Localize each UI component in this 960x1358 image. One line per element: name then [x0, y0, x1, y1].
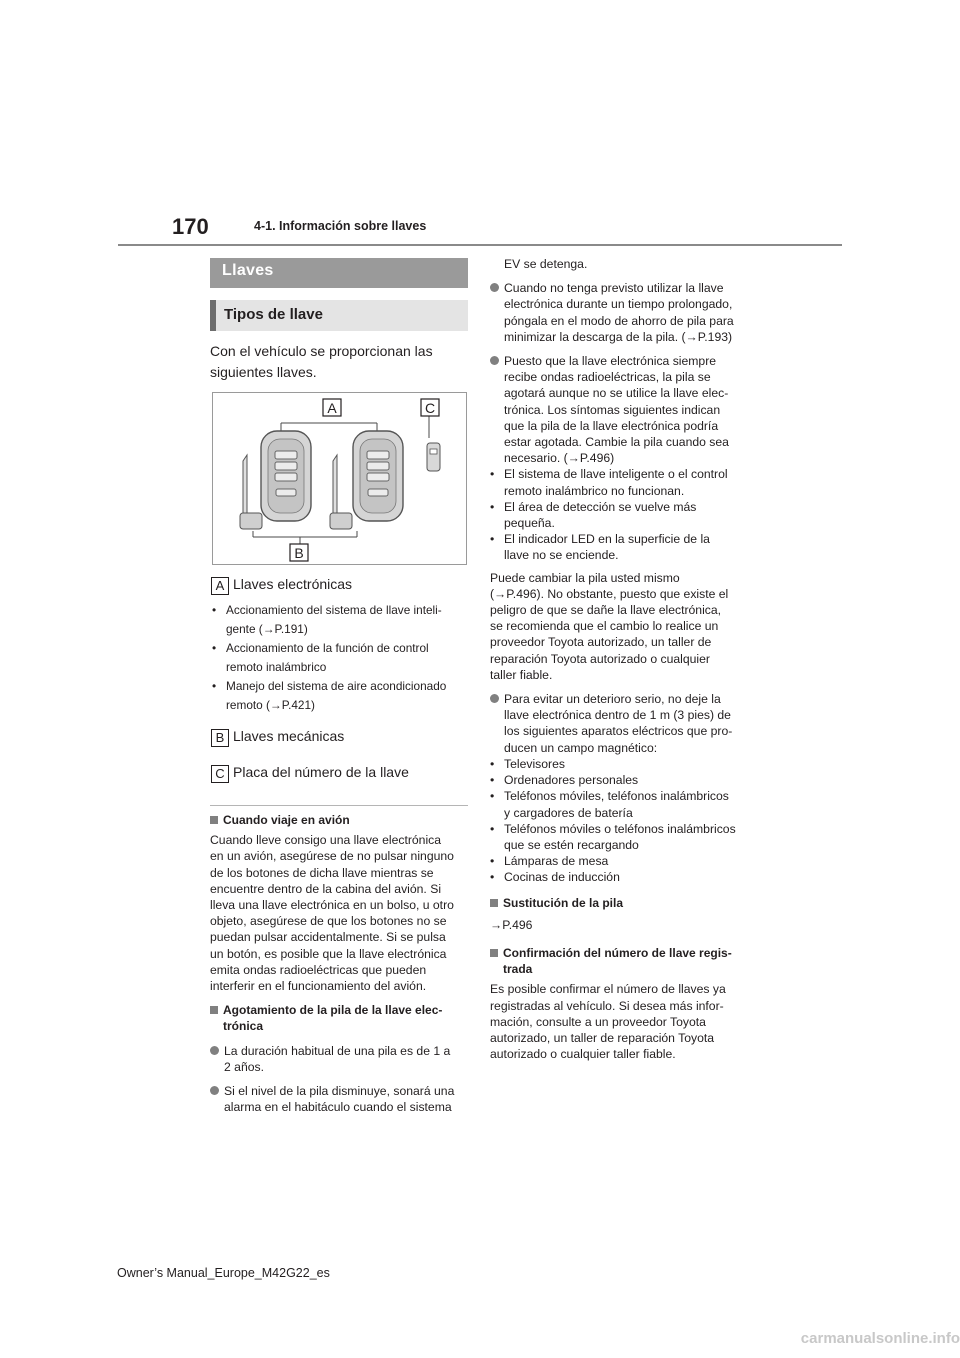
- battery-replace-ref: →P.496: [490, 917, 533, 932]
- intro-text: Con el vehículo se proporcionan las siguientes llaves.: [210, 343, 433, 380]
- watermark: carmanualsonline.info: [800, 1330, 960, 1347]
- legend-b-letter: B: [211, 729, 229, 747]
- mechanical-key-right-icon: [330, 455, 352, 529]
- divider: [210, 805, 468, 806]
- list-item: Accionamiento del sistema de llave inteli-: [226, 603, 442, 617]
- heading-sub-band: [210, 300, 468, 331]
- round-bullet-icon: [490, 356, 499, 365]
- right-column: EV se detenga. Cuando no tenga previsto utilizar la llave electrónica durante un tiempo prolongado, póngala en el modo de ahorro de pila para minimizar la descarga de la pila. (→P.193) Puesto que la llave electrónica siempre recibe ondas radioeléctricas, la pila se agotará aunque no se utilice la llave elec- trónica. Los síntomas siguientes indican que la pila de la llave electrónica podría estar agotada. Cambie la pila cuando sea necesario. (→P.496) • El sistema de llave inteligente o el control remoto inalámbrico no funcionan. • El área de detección se vuelve más pequeña. • El indicador LED en la superficie de la llave no se enciende. Puede cambiar la pila usted mismo (→P.496). No obstante, puesto que existe el peligro de que se dañe la llave electrónica, se recomienda que el cambio lo realice un proveedor Toyota autorizado, un taller de reparación Toyota autorizado o cualquier taller fiable. Para evitar un deterioro serio, no deje la llave electrónica dentro de 1 m (3 pies) de los siguientes aparatos eléctricos que pro- ducen un campo magnético: • Televisores • Ordenadores personales • Teléfonos móviles, teléfonos inalámbricos y cargadores de batería • Teléfonos móviles o teléfonos inalámbricos que se estén recargando • Lámparas de mesa • Cocinas de inducción Sustitución de la pila →P.496 Confirmación del número de llave regis- trada Es posible confirmar el número de llaves ya registradas al vehículo. Si desea más infor- mación, consulte a un proveedor Toyota autorizado, un taller de reparación Toyota autorizado o cualquier taller fiable.: [490, 256, 762, 1062]
- battery-replace-title: Sustitución de la pila: [503, 895, 624, 910]
- electronic-key-right-icon: [353, 431, 403, 521]
- list-item: Manejo del sistema de aire acondicionado: [226, 679, 447, 693]
- legend-a-text: Llaves electrónicas: [233, 576, 353, 592]
- note-plane-body: Cuando lleve consigo una llave electrónica en un avión, asegúrese de no pulsar ninguno de los botones de dicha llave mientras se encuentre dentro de la cabina del avión. Si lleva una llave electrónica en un bolso, u otro objeto, asegúrese de que los botones no se puedan pulsar accidentalmente. Si se pulsa un botón, es posible que la llave electrónica emita ondas radioeléctricas que pueden interferir en el funcionamiento del avión.: [210, 833, 454, 994]
- figure-label-b: B: [294, 545, 304, 561]
- figure-label-a: A: [327, 400, 337, 416]
- list-item: Accionamiento de la función de control: [226, 641, 429, 655]
- figure-label-c: C: [424, 400, 436, 416]
- header-rule: [118, 244, 842, 246]
- confirm-body: Es posible confirmar el número de llaves ya registradas al vehículo. Si desea más infor- mación, consulte a un proveedor Toyota autorizado, un taller de reparación Toyota autorizado o cualquier taller fiable.: [490, 982, 726, 1062]
- confirm-title: Confirmación del número de llave regis-: [503, 945, 732, 960]
- page-number: 170: [172, 214, 209, 239]
- note-battery-title-cont: trónica: [223, 1019, 264, 1034]
- list-item-cont: gente (→P.191): [226, 622, 308, 636]
- keys-figure: [212, 392, 467, 565]
- keys-illustration: [213, 393, 466, 564]
- list-item-cont: remoto inalámbrico: [226, 660, 327, 674]
- key-number-plate-icon: [427, 443, 440, 471]
- square-bullet-icon: [490, 899, 498, 907]
- legend-c-letter: C: [211, 765, 229, 783]
- section-title: 4-1. Información sobre llaves: [254, 219, 427, 233]
- legend-a: [211, 576, 352, 595]
- list-item-cont: remoto (→P.421): [226, 698, 315, 712]
- round-bullet-icon: [210, 1046, 219, 1055]
- legend-a-letter: A: [211, 577, 229, 595]
- round-bullet-icon: [490, 694, 499, 703]
- square-bullet-icon: [210, 816, 218, 824]
- square-bullet-icon: [210, 1006, 218, 1014]
- electronic-key-left-icon: [261, 431, 311, 521]
- heading-sub: Tipos de llave: [224, 306, 323, 323]
- footer-text: Owner’s Manual_Europe_M42G22_es: [117, 1266, 330, 1280]
- round-bullet-icon: [490, 283, 499, 292]
- round-bullet-icon: [210, 1086, 219, 1095]
- square-bullet-icon: [490, 949, 498, 957]
- legend-c: [211, 764, 409, 783]
- legend-b: [211, 728, 344, 747]
- note-plane-title: Cuando viaje en avión: [223, 813, 350, 827]
- note-battery-title: Agotamiento de la pila de la llave elec-: [223, 1003, 443, 1018]
- heading-main-band: [210, 258, 468, 288]
- heading-main: Llaves: [222, 262, 274, 279]
- legend-a-list: • Accionamiento del sistema de llave inteli- gente (→P.191) • Accionamiento de la función de control remoto inalámbrico • Manejo del sistema de aire acondicionado remoto (→P.421): [212, 601, 474, 715]
- mechanical-key-left-icon: [240, 455, 262, 529]
- replace-paragraph: Puede cambiar la pila usted mismo (→P.496). No obstante, puesto que existe el peligro de que se dañe la llave electrónica, se recomienda que el cambio lo realice un proveedor Toyota autorizado, un taller de reparación Toyota autorizado o cualquier taller fiable.: [490, 570, 729, 682]
- left-notes: Cuando viaje en avión Cuando lleve consigo una llave electrónica en un avión, asegúrese de no pulsar ninguno de los botones de dicha llave mientras se encuentre dentro de la cabina del avión. Si lleva una llave electrónica en un bolso, u otro objeto, asegúrese de que los botones no se puedan pulsar accidentalmente. Si se pulsa un botón, es posible que la llave electrónica emita ondas radioeléctricas que pueden interferir en el funcionamiento del avión. Agotamiento de la pila de la llave elec- trónica La duración habitual de una pila es de 1 a 2 años. Si el nivel de la pila disminuye, sonará una alarma en el habitáculo cuando el sistema: [210, 812, 472, 1115]
- legend-b-text: Llaves mecánicas: [233, 728, 345, 744]
- legend-c-text: Placa del número de la llave: [233, 764, 409, 780]
